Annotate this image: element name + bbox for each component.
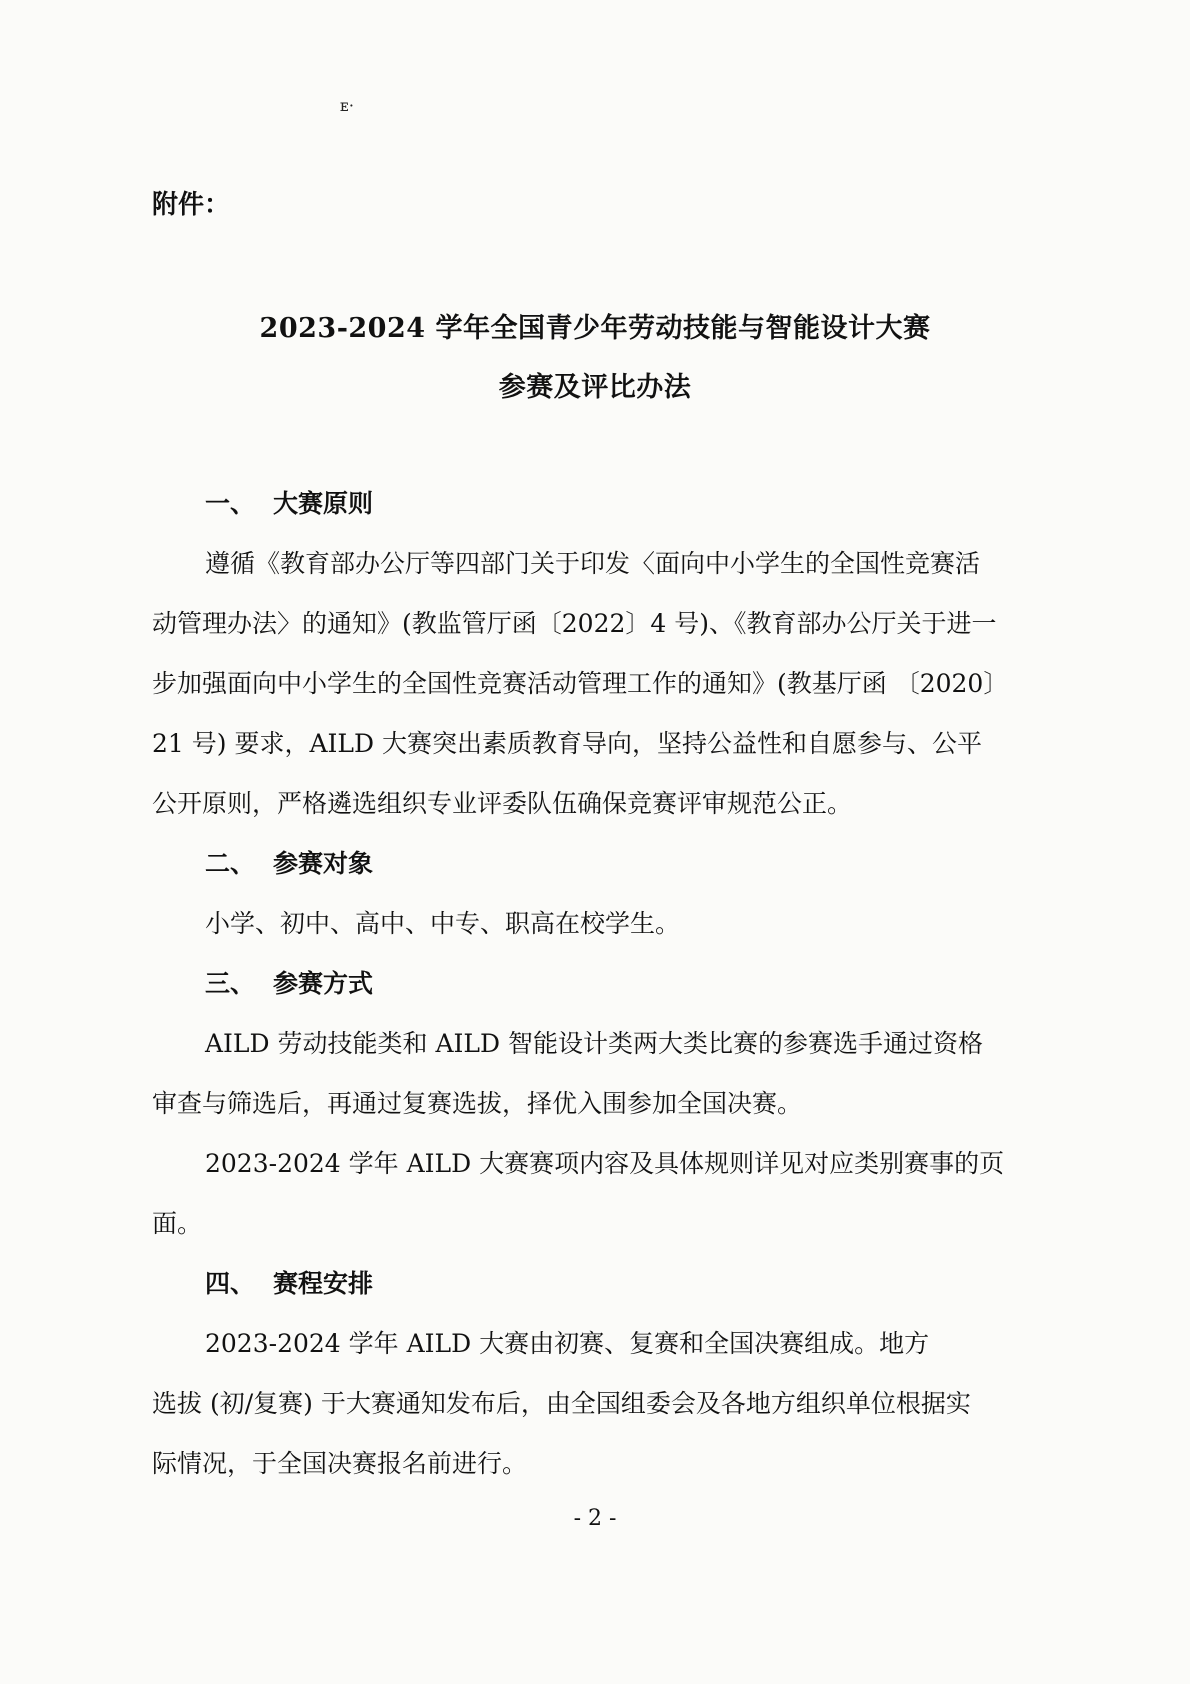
section-title: 大赛原则 bbox=[273, 489, 374, 518]
scan-mark: ᴇ· bbox=[340, 96, 354, 115]
paragraph-line: AILD 劳动技能类和 AILD 智能设计类两大类比赛的参赛选手通过资格 bbox=[205, 1029, 983, 1058]
section-heading-schedule bbox=[205, 1266, 1085, 1302]
document-title-line2: 参赛及评比办法 bbox=[498, 372, 692, 403]
paragraph-line: 遵循《教育部办公厅等四部门关于印发〈面向中小学生的全国性竞赛活 bbox=[205, 549, 981, 578]
paragraph-line: 际情况，于全国决赛报名前进行。 bbox=[152, 1449, 528, 1478]
section-number: 四、 bbox=[205, 1269, 256, 1298]
section-title: 参赛方式 bbox=[273, 969, 374, 998]
paragraph-line: 面。 bbox=[152, 1209, 203, 1238]
document-title-line1: 2023-2024 学年全国青少年劳动技能与智能设计大赛 bbox=[259, 313, 931, 344]
section-heading-principles bbox=[205, 486, 1085, 522]
section-number: 二、 bbox=[205, 849, 256, 878]
paragraph-line: 2023-2024 学年 AILD 大赛赛项内容及具体规则详见对应类别赛事的页 bbox=[205, 1149, 1005, 1178]
paragraph-line: 步加强面向中小学生的全国性竞赛活动管理工作的通知》(教基厅函 〔2020〕 bbox=[152, 669, 1009, 698]
paragraph-line: 动管理办法〉的通知》(教监管厅函〔2022〕4 号)、《教育部办公厅关于进一 bbox=[152, 609, 997, 638]
paragraph-line: 小学、初中、高中、中专、职高在校学生。 bbox=[205, 909, 681, 938]
paragraph-line: 公开原则，严格遴选组织专业评委队伍确保竞赛评审规范公正。 bbox=[152, 789, 853, 818]
paragraph-line: 21 号) 要求，AILD 大赛突出素质教育导向，坚持公益性和自愿参与、公平 bbox=[152, 729, 982, 758]
section-number: 三、 bbox=[205, 969, 256, 998]
attachment-label: 附件： bbox=[152, 190, 231, 220]
paragraph-line: 选拔 (初/复赛) 于大赛通知发布后，由全国组委会及各地方组织单位根据实 bbox=[152, 1389, 971, 1418]
section-heading-method bbox=[205, 966, 1085, 1002]
page-number: - 2 - bbox=[573, 1506, 617, 1531]
paragraph-line: 2023-2024 学年 AILD 大赛由初赛、复赛和全国决赛组成。地方 bbox=[205, 1329, 930, 1358]
section-number: 一、 bbox=[205, 489, 256, 518]
section-heading-participants bbox=[205, 846, 1085, 882]
section-title: 参赛对象 bbox=[273, 849, 374, 878]
paragraph-line: 审查与筛选后，再通过复赛选拔，择优入围参加全国决赛。 bbox=[152, 1089, 803, 1118]
section-title: 赛程安排 bbox=[273, 1269, 374, 1298]
